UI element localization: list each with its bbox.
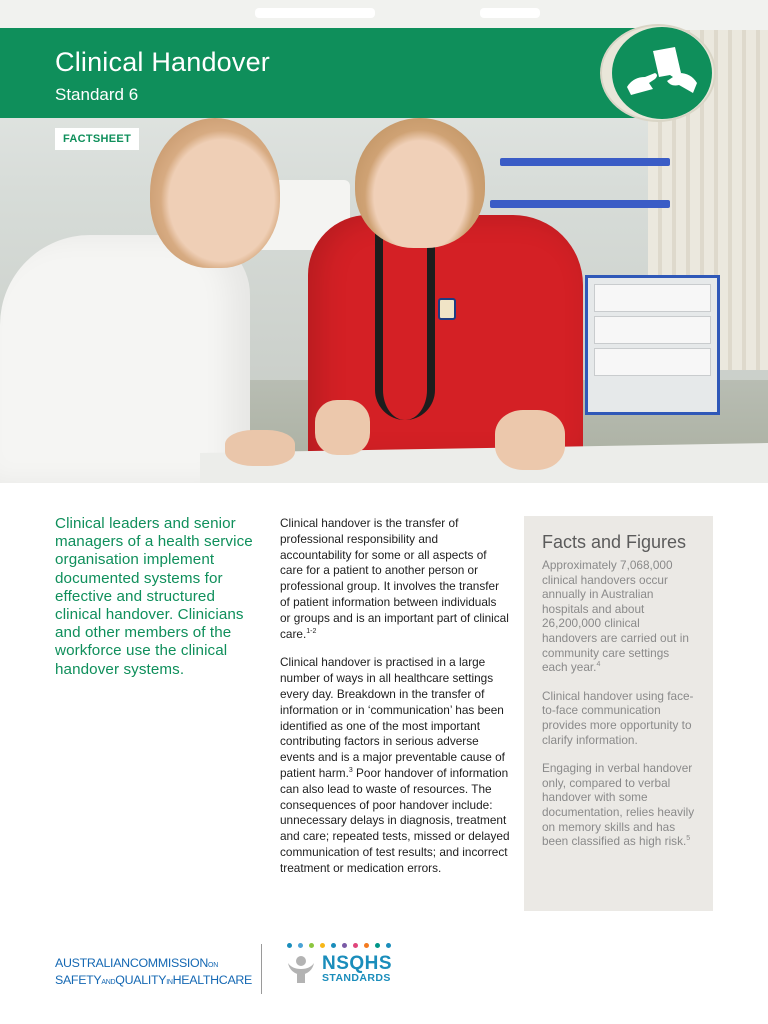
badge-icon xyxy=(438,298,456,320)
logo-dot xyxy=(320,943,325,948)
nsqhs-dots xyxy=(287,943,391,948)
hand xyxy=(225,430,295,466)
nurse-head xyxy=(150,118,280,268)
logo-dot xyxy=(364,943,369,948)
facts-heading: Facts and Figures xyxy=(542,532,687,552)
logo-dot xyxy=(298,943,303,948)
body-column xyxy=(280,516,510,890)
hand xyxy=(315,400,370,455)
factsheet-tag: FACTSHEET xyxy=(55,128,139,150)
footer-divider xyxy=(261,944,262,994)
body-paragraph: Clinical handover is the transfer of professional responsibility and accountability for some or all aspects of care for a patient to another person or professional group. It involves the transfer of patient information between individuals or groups and is an important part of clinical care.$^{1-2}$ xyxy=(280,516,509,641)
fact-item: Clinical handover using face-to-face communication provides more opportunity to clarify information. xyxy=(542,688,694,747)
logo-dot xyxy=(342,943,347,948)
logo-dot xyxy=(287,943,292,948)
footnote-ref: 4 xyxy=(596,661,601,669)
nsqhs-logo-subtext: STANDARDS xyxy=(322,972,391,984)
person-icon xyxy=(286,955,316,983)
logo-dot xyxy=(331,943,336,948)
page-subtitle: Standard 6 xyxy=(55,85,139,104)
logo-dot xyxy=(386,943,391,948)
lead-text: Clinical leaders and senior managers of a health service organisation implement documented systems for effective and structured clinical handover. Clinicians and other members of the workforce use the clinical handover systems. xyxy=(55,515,253,678)
medical-cart xyxy=(585,275,720,415)
logo-dot xyxy=(375,943,380,948)
fact-item: Approximately 7,068,000 clinical handovers occur annually in Australian hospitals and about 26,200,000 clinical handovers are carried out in community care settings each year.$^4$ xyxy=(542,558,689,675)
lanyard xyxy=(375,220,435,420)
logo-dot xyxy=(353,943,358,948)
acsqhc-logo: AUSTRALIANCOMMISSIONON SAFETYANDQUALITYINHEALTHCARE xyxy=(55,956,253,987)
nurse-white-shirt xyxy=(0,235,250,483)
footnote-ref: 5 xyxy=(686,835,691,843)
nsqhs-logo-text: NSQHS xyxy=(322,953,393,974)
footnote-ref: 1-2 xyxy=(306,627,317,635)
fact-item: Engaging in verbal handover only, compared to verbal handover with some documentation, relies heavily on memory skills and has been classified as high risk.$^5$ xyxy=(542,761,695,849)
hand xyxy=(495,410,565,470)
footnote-ref: 3 xyxy=(348,767,353,775)
body-paragraph: Clinical handover is practised in a large number of ways in all healthcare settings every day. Breakdown in the transfer of information or in ‘communication’ has been identified as one of the most important contributing factors in serious adverse events and is a major preventable cause of patient harm.$^3$ Poor handover of information can also lead to waste of resources. The consequences of poor handover include: unnecessary delays in diagnosis, treatment and care; repeated tests, missed or delayed communication of test results; and incorrect treatment or medication errors. xyxy=(280,655,510,875)
handover-logo xyxy=(612,27,712,119)
lead-paragraph xyxy=(55,515,265,679)
nurse-head xyxy=(355,118,485,248)
facts-box xyxy=(524,516,713,911)
page-title: Clinical Handover xyxy=(55,47,270,77)
logo-dot xyxy=(309,943,314,948)
handover-hands-icon xyxy=(623,43,701,103)
